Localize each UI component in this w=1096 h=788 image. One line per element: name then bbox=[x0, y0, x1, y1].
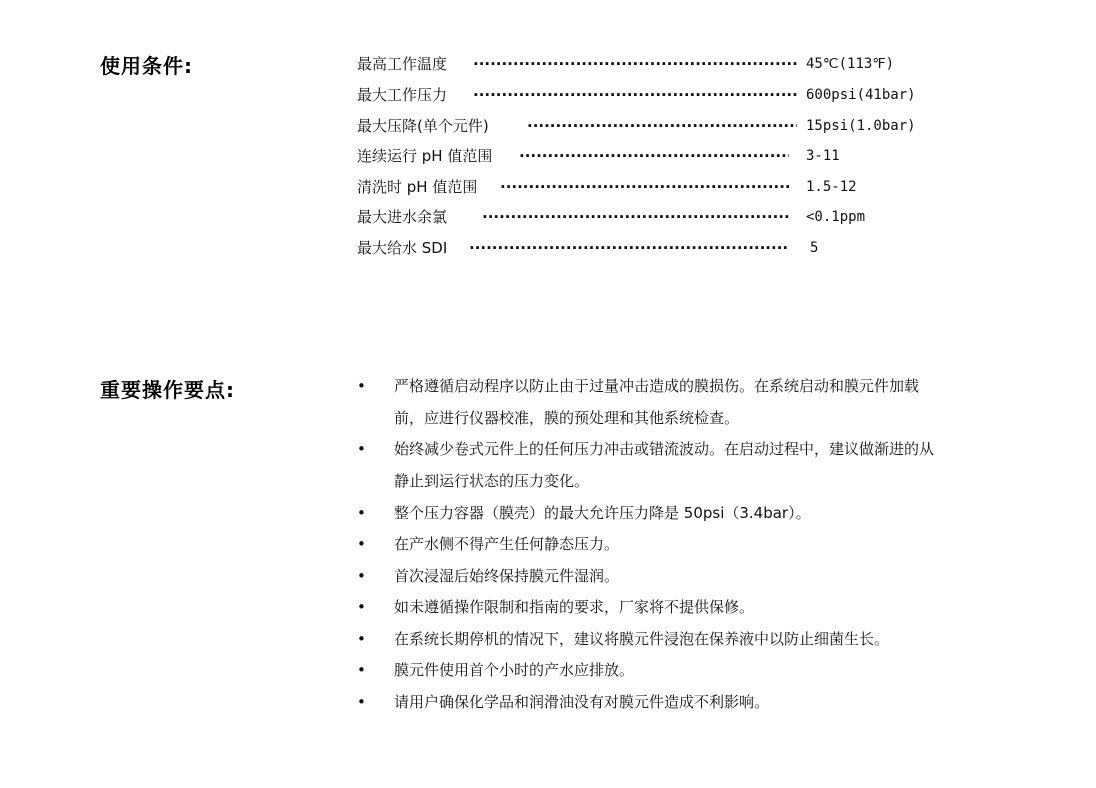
spec-row-max-chlorine bbox=[357, 205, 937, 229]
leader-dots bbox=[527, 114, 797, 138]
spec-value: <0.1ppm bbox=[806, 209, 866, 225]
bullet-icon: • bbox=[357, 630, 366, 648]
spec-label: 连续运行 pH 值范围 bbox=[357, 147, 493, 165]
spec-value: 5 bbox=[810, 240, 819, 256]
leader-dots bbox=[469, 236, 789, 260]
spec-row-max-temperature bbox=[357, 52, 937, 76]
spec-label: 最大进水余氯 bbox=[357, 208, 448, 226]
spec-value: 15psi(1.0bar) bbox=[806, 118, 916, 134]
spec-value: 600psi(41bar) bbox=[806, 87, 916, 103]
spec-row-max-sdi bbox=[357, 236, 937, 260]
spec-label: 最大压降(单个元件) bbox=[357, 117, 489, 135]
bullet-icon: • bbox=[357, 567, 366, 585]
leader-dots bbox=[473, 83, 797, 107]
list-item-text: 始终减少卷式元件上的任何压力冲击或错流波动。在启动过程中，建议做渐进的从静止到运行状态的压力变化。 bbox=[394, 440, 935, 490]
bullet-icon: • bbox=[357, 535, 366, 553]
bullet-icon: • bbox=[357, 377, 366, 395]
list-item-text: 在系统长期停机的情况下，建议将膜元件浸泡在保养液中以防止细菌生长。 bbox=[394, 630, 890, 648]
spec-label: 最大给水 SDI bbox=[357, 239, 448, 257]
list-item-text: 首次浸湿后始终保持膜元件湿润。 bbox=[394, 567, 620, 585]
spec-row-max-pressure-drop bbox=[357, 114, 937, 138]
spec-label: 最高工作温度 bbox=[357, 55, 448, 73]
leader-dots bbox=[500, 175, 789, 199]
spec-value: 3-11 bbox=[806, 148, 840, 164]
spec-value: 45℃(113℉) bbox=[806, 56, 895, 72]
spec-value: 1.5-12 bbox=[806, 179, 857, 195]
list-item-text: 如未遵循操作限制和指南的要求，厂家将不提供保修。 bbox=[394, 598, 755, 616]
list-item-text: 在产水侧不得产生任何静态压力。 bbox=[394, 535, 620, 553]
list-item-text: 请用户确保化学品和润滑油没有对膜元件造成不利影响。 bbox=[394, 693, 770, 711]
list-item-text: 严格遵循启动程序以防止由于过量冲击造成的膜损伤。在系统启动和膜元件加载前，应进行仪器校准，膜的预处理和其他系统检查。 bbox=[394, 377, 920, 427]
bullet-icon: • bbox=[357, 598, 366, 616]
spec-label: 最大工作压力 bbox=[357, 86, 448, 104]
leader-dots bbox=[482, 205, 789, 229]
bullet-icon: • bbox=[357, 440, 366, 458]
bullet-icon: • bbox=[357, 693, 366, 711]
key-operating-points-heading: 重要操作要点: bbox=[100, 378, 235, 402]
list-item-text: 膜元件使用首个小时的产水应排放。 bbox=[394, 661, 635, 679]
leader-dots bbox=[473, 52, 797, 76]
spec-label: 清洗时 pH 值范围 bbox=[357, 178, 478, 196]
spec-row-max-pressure bbox=[357, 83, 937, 107]
bullet-icon: • bbox=[357, 504, 366, 522]
usage-conditions-heading: 使用条件: bbox=[100, 54, 193, 78]
list-item-text: 整个压力容器（膜壳）的最大允许压力降是 50psi（3.4bar）。 bbox=[394, 504, 811, 522]
leader-dots bbox=[519, 144, 789, 168]
spec-row-ph-cleaning bbox=[357, 175, 937, 199]
spec-row-ph-continuous bbox=[357, 144, 937, 168]
bullet-icon: • bbox=[357, 661, 366, 679]
